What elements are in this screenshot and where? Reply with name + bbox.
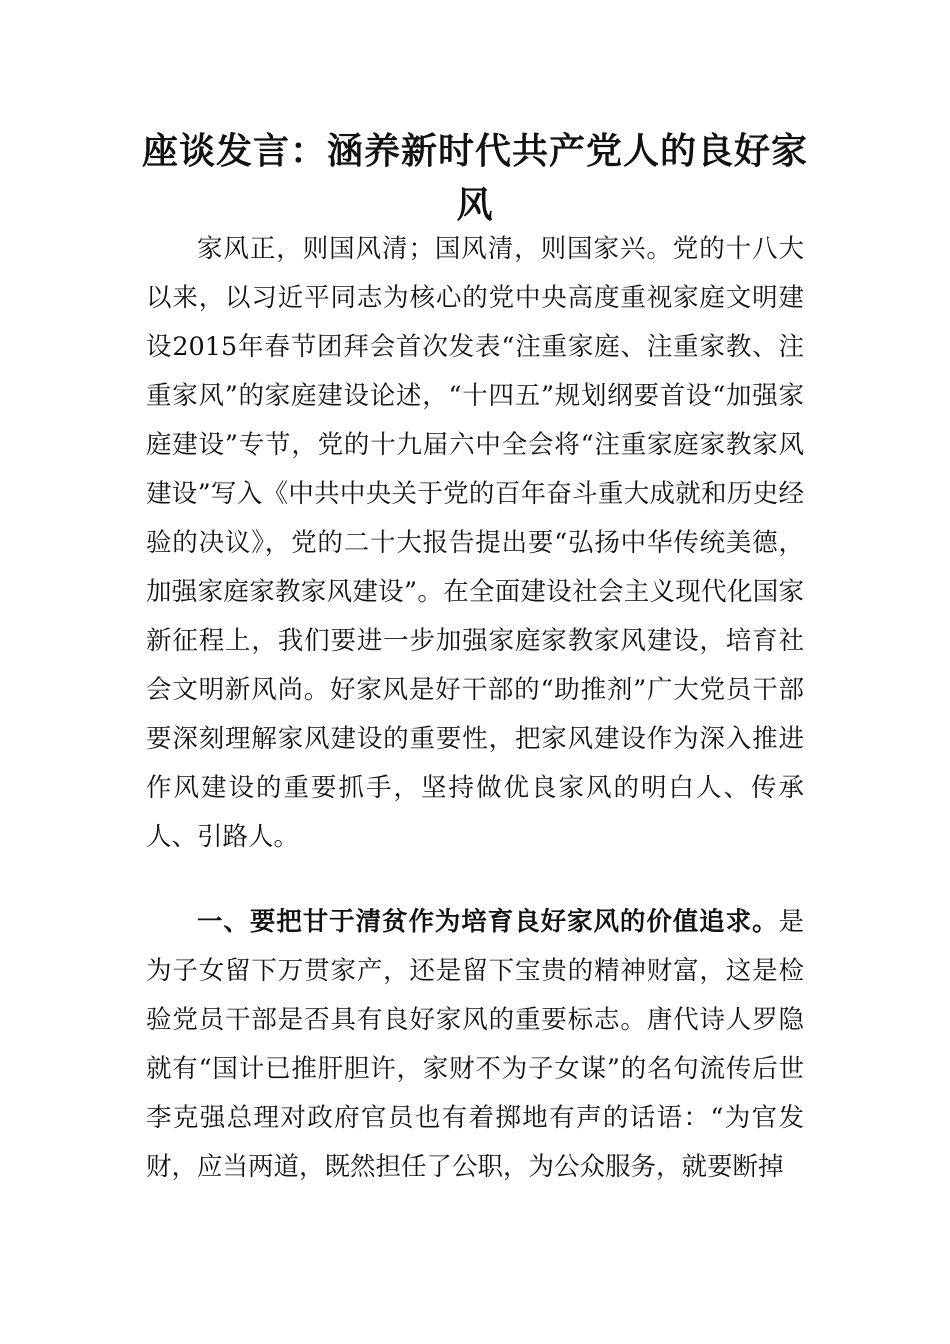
section-heading: 一、要把甘于清贫作为培育良好家风的价值追求。 — [197, 907, 779, 937]
paragraph-section-1 — [146, 898, 804, 1192]
paragraph-intro: 家风正，则国风清；国风清，则国家兴。党的十八大以来，以习近平同志为核心的党中央高度重视家庭文明建设2015年春节团拜会首次发表“注重家庭、注重家教、注重家风”的家庭建设论述，“十四五”规划纲要首设“加强家庭建设”专节，党的十九届六中全会将“注重家庭家教家风建设”写入《中共中央关于党的百年奋斗重大成就和历史经验的决议》，党的二十大报告提出要“弘扬中华传统美德，加强家庭家教家风建设”。在全面建设社会主义现代化国家新征程上，我们要进一步加强家庭家教家风建设，培育社会文明新风尚。好家风是好干部的“助推剂”广大党员干部要深刻理解家风建设的重要性，把家风建设作为深入推进作风建设的重要抓手，坚持做优良家风的明白人、传承人、引路人。 — [146, 234, 804, 852]
document-title: 座谈发言：涵养新时代共产党人的良好家风 — [141, 130, 808, 226]
section-body: 是为子女留下万贯家产，还是留下宝贵的精神财富，这是检验党员干部是否具有良好家风的重要标志。唐代诗人罗隐就有“国计已推肝胆许，家财不为子女谋”的名句流传后世李克强总理对政府官员也有着掷地有声的话语：“为官发财，应当两道，既然担任了公职，为公众服务，就要断掉 — [146, 907, 804, 1182]
